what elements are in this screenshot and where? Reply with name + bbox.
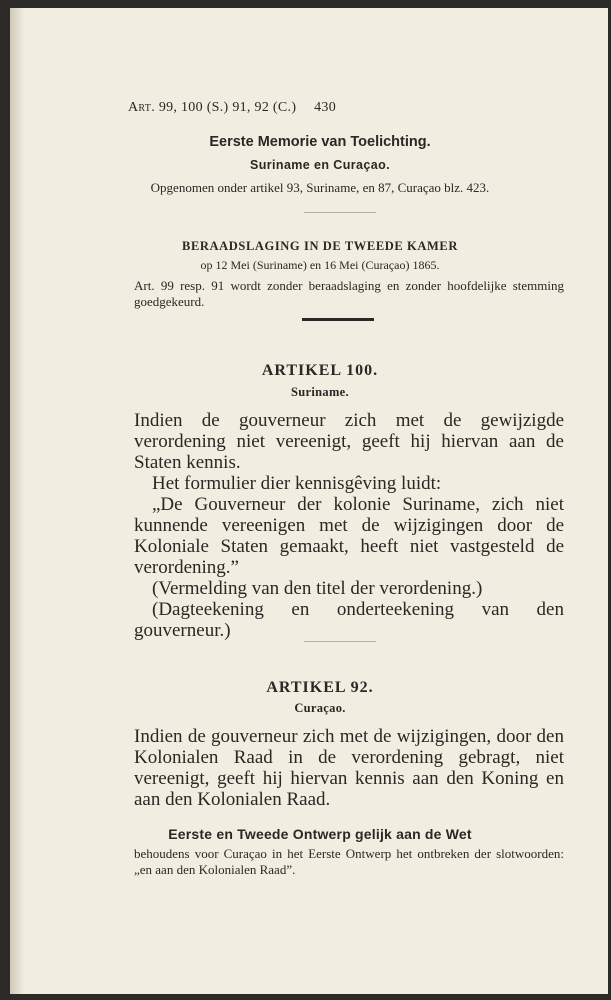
- artikel-92-region: Curaçao.: [294, 701, 346, 715]
- running-header: [128, 100, 336, 116]
- memorie-note: Opgenomen onder artikel 93, Suriname, en 87, Curaçao blz. 423.: [150, 180, 490, 195]
- artikel-100-region: Suriname.: [291, 385, 349, 399]
- memorie-subtitle: Suriname en Curaçao.: [250, 158, 390, 172]
- header-articles: 99, 100 (S.) 91, 92 (C.): [158, 100, 297, 115]
- artikel-92-body: [134, 726, 564, 810]
- memorie-title: Eerste Memorie van Toelichting.: [209, 134, 431, 150]
- book-page: [10, 8, 608, 994]
- artikel-92-heading: ARTIKEL 92.: [266, 679, 374, 696]
- page-gutter: [10, 8, 24, 994]
- artikel-100-heading: ARTIKEL 100.: [261, 362, 379, 379]
- ontwerp-note: behoudens voor Curaçao in het Eerste Ontwerp het ontbreken der slotwoorden: „en aan den Kolonialen Raad”.: [134, 846, 564, 877]
- artikel-100-body: [134, 410, 564, 641]
- beraadslaging-date: op 12 Mei (Suriname) en 16 Mei (Curaçao) 1865.: [200, 258, 440, 272]
- ontwerp-title: Eerste en Tweede Ontwerp gelijk aan de Wet: [168, 826, 472, 842]
- artikel-100-paragraph: (Vermelding van den titel der verordening.): [152, 578, 483, 599]
- beraadslaging-title: BERAADSLAGING IN DE TWEEDE KAMER: [182, 239, 458, 253]
- beraadslaging-text: Art. 99 resp. 91 wordt zonder beraadslaging en zonder hoofdelijke stemming goedgekeurd.: [134, 278, 564, 309]
- artikel-92-paragraph: Indien de gouverneur zich met de wijzigingen, door den Kolonialen Raad in de verordening gebragt, niet vereenigt, geeft hij hiervan kennis aan den Koning en aan den Kolonialen Raad.: [134, 726, 564, 810]
- artikel-100-paragraph: Indien de gouverneur zich met de gewijzigde verordening niet vereenigt, geeft hij hiervan aan de Staten kennis.: [134, 410, 564, 473]
- artikel-100-paragraph: (Dagteekening en onderteekening van den gouverneur.): [134, 599, 564, 641]
- section-divider: [304, 641, 376, 642]
- header-art-label: Art.: [128, 100, 155, 115]
- section-divider-thick: [302, 318, 374, 321]
- section-divider: [304, 212, 376, 213]
- artikel-100-paragraph: Het formulier dier kennisgêving luidt:: [152, 473, 442, 494]
- page-number: 430: [314, 100, 337, 115]
- artikel-100-paragraph: „De Gouverneur der kolonie Suriname, zich niet kunnende vereenigen met de wijzigingen door de Koloniale Staten gemaakt, heeft niet vastgesteld de verordening.”: [134, 494, 564, 578]
